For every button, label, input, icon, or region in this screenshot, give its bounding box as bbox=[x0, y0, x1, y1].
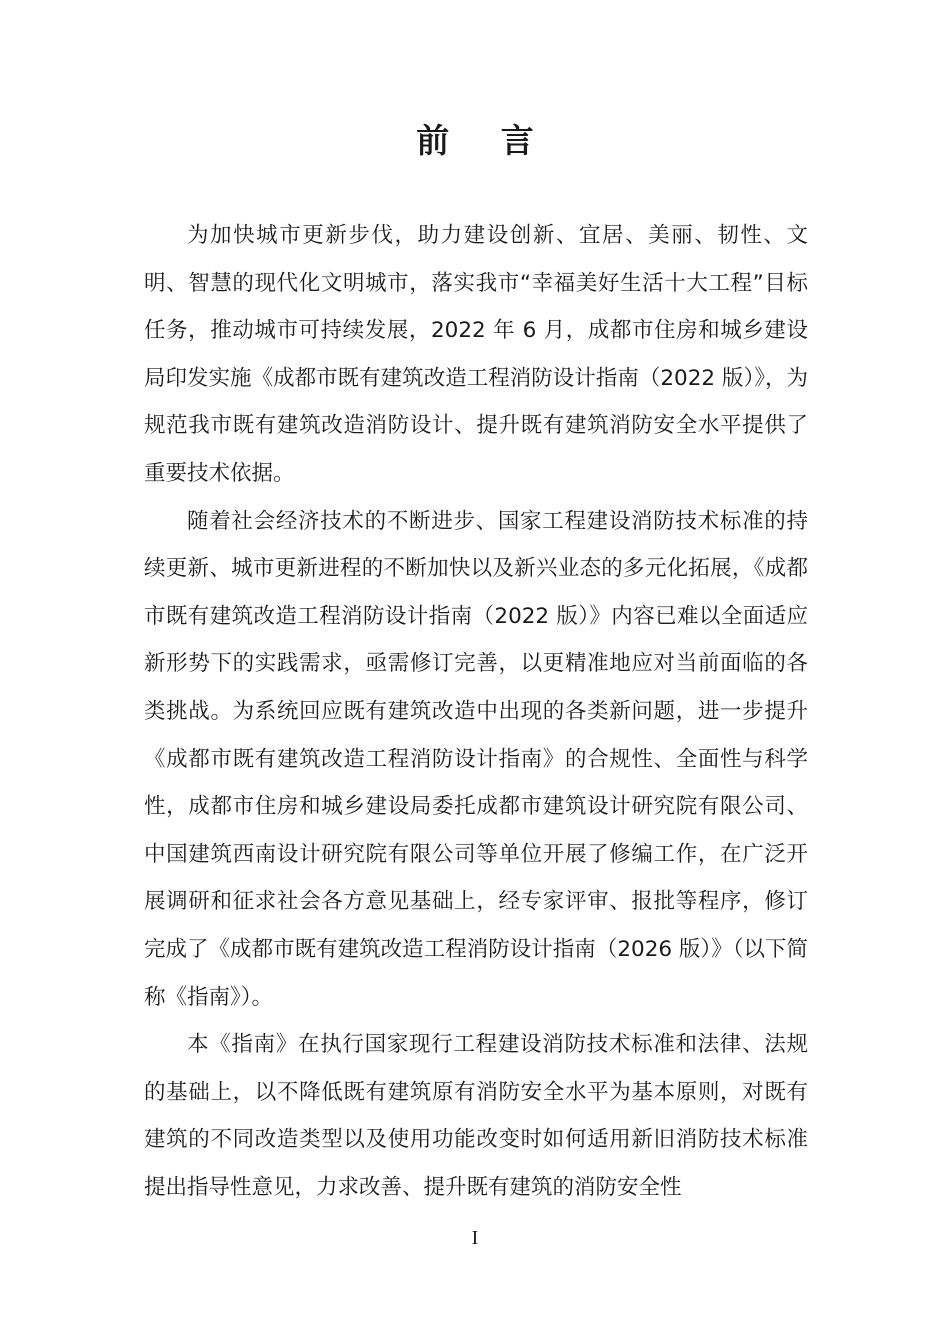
page-title: 前 言 bbox=[416, 121, 554, 160]
preface-body bbox=[144, 212, 808, 1211]
paragraph-2: 随着社会经济技术的不断进步、国家工程建设消防技术标准的持续更新、城市更新进程的不断加快以及新兴业态的多元化拓展，《成都市既有建筑改造工程消防设计指南（2022 版）》内容已难以全面适应新形势下的实践需求，亟需修订完善，以更精准地应对当前面临的各类挑战。为系统回应既有建筑改造中出现的各类新问题，进一步提升《成都市既有建筑改造工程消防设计指南》的合规性、全面性与科学性，成都市住房和城乡建设局委托成都市建筑设计研究院有限公司、中国建筑西南设计研究院有限公司等单位开展了修编工作，在广泛开展调研和征求社会各方意见基础上，经专家评审、报批等程序，修订完成了《成都市既有建筑改造工程消防设计指南（2026 版）》（以下简称《指南》）。 bbox=[144, 508, 808, 1010]
page-number: I bbox=[471, 1227, 479, 1249]
paragraph-1: 为加快城市更新步伐，助力建设创新、宜居、美丽、韧性、文明、智慧的现代化文明城市，落实我市“幸福美好生活十大工程”目标任务，推动城市可持续发展，2022 年 6 月，成都市住房和城乡建设局印发实施《成都市既有建筑改造工程消防设计指南（2022 版）》，为规范我市既有建筑改造消防设计、提升既有建筑消防安全水平提供了重要技术依据。 bbox=[144, 223, 808, 486]
paragraph-3: 本《指南》在执行国家现行工程建设消防技术标准和法律、法规的基础上，以不降低既有建筑原有消防安全水平为基本原则，对既有建筑的不同改造类型以及使用功能改变时如何适用新旧消防技术标准提出指导性意见，力求改善、提升既有建筑的消防安全性 bbox=[144, 1032, 808, 1200]
